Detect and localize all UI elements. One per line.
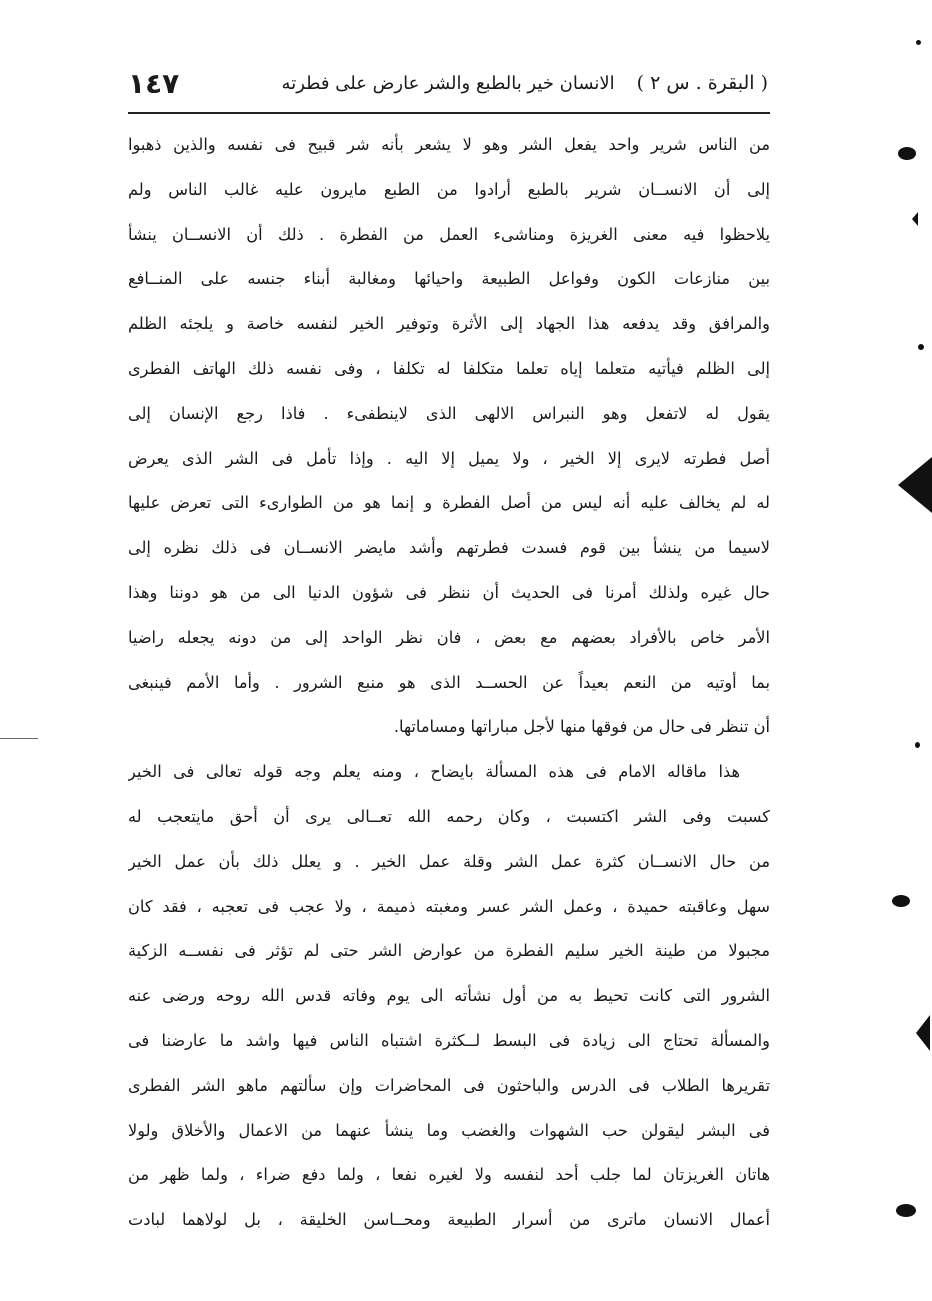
text-line: إلى أن الانســان شرير بالطبع أرادوا من الطبع مايرون عليه غالب الناس ولم [128,179,770,199]
running-title: الانسان خير بالطبع والشر عارض على فطرته [281,72,615,94]
text-line: تقريرها الطلاب فى الدرس والباحثون فى المحاضرات وإن سألتهم ماهو الشر الفطرى [128,1075,770,1095]
text-line: كسبت وفى الشر اكتسبت ، وكان رحمه الله تعــالى يرى أن أحق مايتعجب له [128,806,770,826]
text-line: إلى الظلم فيأتيه متعلما إياه تعلما متكلفا له تكلفا ، وفى نفسه ذلك الهاتف الفطرى [128,358,770,378]
text-line: بما أوتيه من النعم بعيداً عن الحســد الذى هو منبع الشرور . وأما الأمم فينبغى [128,672,770,692]
text-line: أصل فطرته لايرى إلا الخير ، ولا يميل إلا اليه . وإذا تأمل فى الشر الذى يعرض [128,448,770,468]
text-line: أن تنظر فى حال من فوقها منها لأجل مباراتها ومساماتها. [393,717,770,737]
text-line: لاسيما من ينشأ بين قوم فسدت فطرتهم وأشد مايضر الانســان فى ذلك نظره إلى [128,538,770,558]
scan-blot [898,147,916,160]
scan-speck [918,344,924,350]
text-line: يلاحظوا فيه معنى الغريزة ومناشىء العمل من الفطرة . ذلك أن الانســان ينشأ [128,224,770,244]
text-line: من حال الانســان كثرة عمل الشر وقلة عمل الخير . و يعلل ذلك بأن عمل الخير [128,851,770,871]
scan-blot [898,457,932,513]
text-line: حال غيره ولذلك أمرنا فى الحديث أن ننظر فى شؤون الدنيا الى من هو دوننا وهذا [128,582,770,602]
header-rule [128,112,770,114]
text-line: سهل وعاقبته حميدة ، وعمل الشر عسر ومغبته ذميمة ، ولا عجب فى تعجبه ، فقد كان [128,896,770,916]
surah-reference: ( البقرة . س ٢ ) [636,72,768,94]
scan-blot [916,1015,930,1051]
text-line: له لم يخالف عليه أنه ليس من أصل الفطرة و إنما هو من الطوارىء التى تعرض عليها [128,493,770,513]
text-line: والمسألة تحتاج الى زيادة فى البسط لــكثرة اشتباه الناس فيها واشد ما عارضنا فى [128,1030,770,1050]
scan-speck [916,40,921,45]
page-number: ١٤٧ [128,66,180,100]
body-text [128,123,770,1243]
text-line: هذا ماقاله الامام فى هذه المسألة بايضاح ، ومنه يعلم وجه قوله تعالى فى الخير [128,762,740,782]
text-line: بين منازعات الكون وفواعل الطبيعة واحيائها ومغالبة أبناء جنسه على المنــافع [128,269,770,289]
scan-blot [912,212,918,226]
page-header [128,64,768,102]
scan-blot [896,1204,916,1217]
text-line: فى البشر ليقولن حب الشهوات والغضب وما ينشأ عنهما من الاعمال والأخلاق ولولا [128,1120,770,1140]
text-line: الأمر خاص بالأفراد بعضهم مع بعض ، فان نظر الواحد إلى من دونه يجعله راضيا [128,627,770,647]
text-line: الشرور التى كانت تحيط به من أول نشأته الى يوم وفاته قدس الله روحه ورضى عنه [128,986,770,1006]
text-line: من الناس شرير واحد يفعل الشر وهو لا يشعر بأنه شر قبيح فى نفسه والذين ذهبوا [128,135,770,154]
text-line: هاتان الغريزتان لما جلب أحد لنفسه ولا لغيره نفعا ، ولما دفع ضراء ، ولما ظهر من [128,1165,770,1185]
text-line: يقول له لاتفعل وهو النبراس الالهى الذى لاينطفىء . فاذا رجع الإنسان إلى [128,403,770,423]
margin-mark [0,738,38,739]
text-line: أعمال الانسان ماترى من أسرار الطبيعة ومحــاسن الخليقة ، بل لولاهما لبادت [128,1210,770,1230]
text-line: مجبولا من طينة الخير سليم الفطرة من عوارض الشر حتى لم تؤثر فى نفســه الزكية [128,941,770,961]
scan-speck [915,742,920,748]
scan-blot [892,895,910,907]
text-line: والمرافق وقد يدفعه هذا الجهاد إلى الأثرة وتوفير الخير لنفسه خاصة و يلجئه الظلم [128,314,770,334]
